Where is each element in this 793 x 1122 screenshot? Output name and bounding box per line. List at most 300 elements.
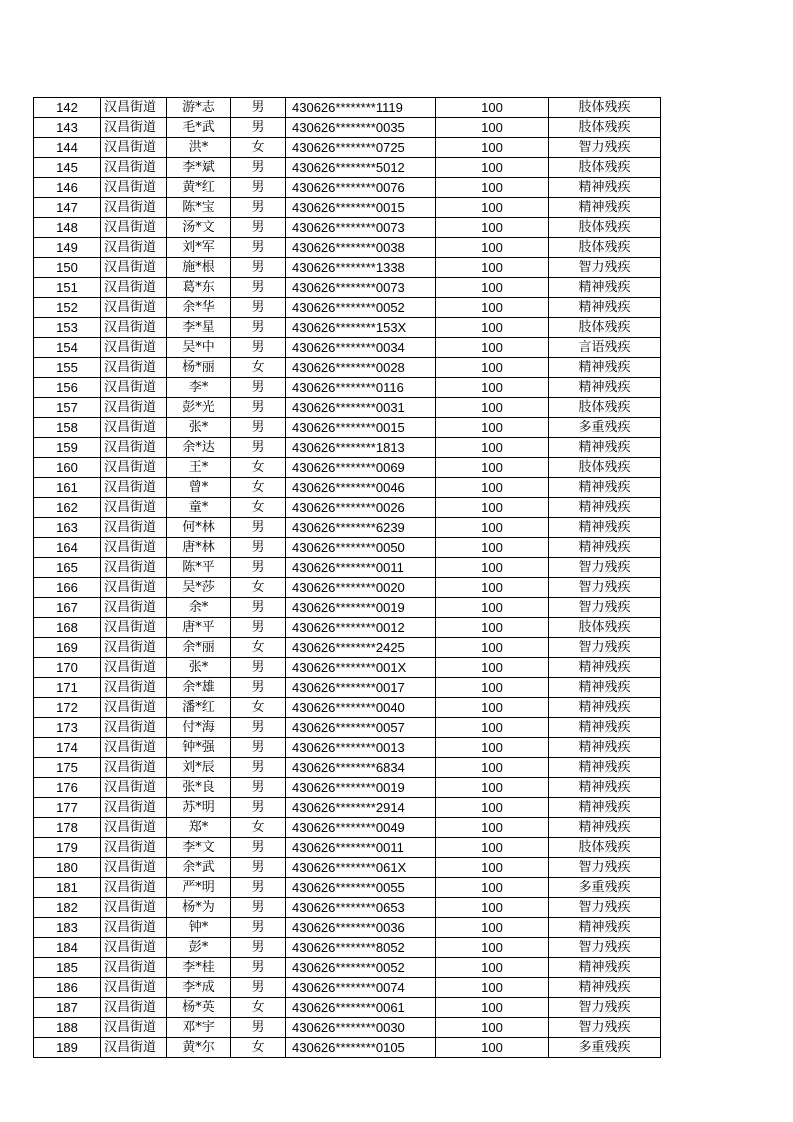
amount-cell: 100 [436, 758, 549, 778]
table-row [34, 598, 661, 618]
name-cell: 杨*英 [167, 998, 231, 1018]
amount-cell: 100 [436, 358, 549, 378]
id-number-cell: 430626********0031 [286, 398, 436, 418]
gender-cell: 女 [231, 638, 286, 658]
id-number-cell: 430626********0049 [286, 818, 436, 838]
amount-cell: 100 [436, 118, 549, 138]
table-row [34, 538, 661, 558]
amount-cell: 100 [436, 238, 549, 258]
amount-cell: 100 [436, 138, 549, 158]
name-cell: 钟*强 [167, 738, 231, 758]
gender-cell: 男 [231, 898, 286, 918]
table-row [34, 578, 661, 598]
street-cell: 汉昌街道 [101, 258, 167, 278]
id-number-cell: 430626********0011 [286, 838, 436, 858]
name-cell: 李*斌 [167, 158, 231, 178]
gender-cell: 男 [231, 758, 286, 778]
amount-cell: 100 [436, 98, 549, 118]
disability-type-cell: 智力残疾 [549, 578, 661, 598]
disability-type-cell: 精神残疾 [549, 918, 661, 938]
disability-type-cell: 肢体残疾 [549, 838, 661, 858]
street-cell: 汉昌街道 [101, 678, 167, 698]
street-cell: 汉昌街道 [101, 738, 167, 758]
id-number-cell: 430626********0012 [286, 618, 436, 638]
street-cell: 汉昌街道 [101, 558, 167, 578]
row-number-cell: 184 [34, 938, 101, 958]
disability-type-cell: 精神残疾 [549, 658, 661, 678]
amount-cell: 100 [436, 838, 549, 858]
id-number-cell: 430626********0036 [286, 918, 436, 938]
table-row [34, 338, 661, 358]
name-cell: 何*林 [167, 518, 231, 538]
name-cell: 李*星 [167, 318, 231, 338]
disability-type-cell: 精神残疾 [549, 278, 661, 298]
gender-cell: 男 [231, 878, 286, 898]
table-row [34, 198, 661, 218]
street-cell: 汉昌街道 [101, 138, 167, 158]
disability-type-cell: 精神残疾 [549, 538, 661, 558]
amount-cell: 100 [436, 1018, 549, 1038]
gender-cell: 男 [231, 238, 286, 258]
street-cell: 汉昌街道 [101, 98, 167, 118]
street-cell: 汉昌街道 [101, 878, 167, 898]
id-number-cell: 430626********0073 [286, 218, 436, 238]
row-number-cell: 156 [34, 378, 101, 398]
table-row [34, 758, 661, 778]
amount-cell: 100 [436, 438, 549, 458]
street-cell: 汉昌街道 [101, 778, 167, 798]
table-row [34, 278, 661, 298]
table-row [34, 218, 661, 238]
table-row [34, 418, 661, 438]
disability-type-cell: 精神残疾 [549, 698, 661, 718]
street-cell: 汉昌街道 [101, 498, 167, 518]
row-number-cell: 149 [34, 238, 101, 258]
street-cell: 汉昌街道 [101, 598, 167, 618]
id-number-cell: 430626********0116 [286, 378, 436, 398]
name-cell: 刘*辰 [167, 758, 231, 778]
name-cell: 张*良 [167, 778, 231, 798]
gender-cell: 男 [231, 778, 286, 798]
gender-cell: 男 [231, 738, 286, 758]
row-number-cell: 171 [34, 678, 101, 698]
table-row [34, 318, 661, 338]
gender-cell: 男 [231, 598, 286, 618]
name-cell: 童* [167, 498, 231, 518]
gender-cell: 男 [231, 118, 286, 138]
id-number-cell: 430626********0046 [286, 478, 436, 498]
name-cell: 李*成 [167, 978, 231, 998]
id-number-cell: 430626********0055 [286, 878, 436, 898]
id-number-cell: 430626********0026 [286, 498, 436, 518]
disability-type-cell: 精神残疾 [549, 298, 661, 318]
amount-cell: 100 [436, 578, 549, 598]
gender-cell: 女 [231, 578, 286, 598]
disability-type-cell: 肢体残疾 [549, 458, 661, 478]
gender-cell: 男 [231, 378, 286, 398]
gender-cell: 男 [231, 658, 286, 678]
id-number-cell: 430626********001X [286, 658, 436, 678]
table-row [34, 998, 661, 1018]
amount-cell: 100 [436, 258, 549, 278]
row-number-cell: 143 [34, 118, 101, 138]
gender-cell: 男 [231, 718, 286, 738]
amount-cell: 100 [436, 538, 549, 558]
amount-cell: 100 [436, 298, 549, 318]
name-cell: 余*华 [167, 298, 231, 318]
id-number-cell: 430626********0017 [286, 678, 436, 698]
amount-cell: 100 [436, 558, 549, 578]
id-number-cell: 430626********1119 [286, 98, 436, 118]
amount-cell: 100 [436, 938, 549, 958]
disability-type-cell: 智力残疾 [549, 858, 661, 878]
disability-type-cell: 精神残疾 [549, 778, 661, 798]
disability-type-cell: 智力残疾 [549, 258, 661, 278]
gender-cell: 男 [231, 1018, 286, 1038]
amount-cell: 100 [436, 958, 549, 978]
name-cell: 李* [167, 378, 231, 398]
gender-cell: 男 [231, 178, 286, 198]
name-cell: 余*达 [167, 438, 231, 458]
amount-cell: 100 [436, 518, 549, 538]
name-cell: 陈*宝 [167, 198, 231, 218]
table-row [34, 838, 661, 858]
id-number-cell: 430626********1338 [286, 258, 436, 278]
gender-cell: 男 [231, 318, 286, 338]
row-number-cell: 157 [34, 398, 101, 418]
id-number-cell: 430626********153X [286, 318, 436, 338]
gender-cell: 男 [231, 538, 286, 558]
row-number-cell: 148 [34, 218, 101, 238]
gender-cell: 男 [231, 918, 286, 938]
name-cell: 彭*光 [167, 398, 231, 418]
street-cell: 汉昌街道 [101, 338, 167, 358]
disability-type-cell: 智力残疾 [549, 558, 661, 578]
name-cell: 彭* [167, 938, 231, 958]
table-row [34, 858, 661, 878]
gender-cell: 男 [231, 158, 286, 178]
name-cell: 杨*为 [167, 898, 231, 918]
amount-cell: 100 [436, 478, 549, 498]
row-number-cell: 176 [34, 778, 101, 798]
gender-cell: 男 [231, 418, 286, 438]
row-number-cell: 147 [34, 198, 101, 218]
street-cell: 汉昌街道 [101, 518, 167, 538]
street-cell: 汉昌街道 [101, 578, 167, 598]
table-row [34, 458, 661, 478]
disability-type-cell: 智力残疾 [549, 998, 661, 1018]
row-number-cell: 186 [34, 978, 101, 998]
row-number-cell: 166 [34, 578, 101, 598]
table-row [34, 98, 661, 118]
row-number-cell: 160 [34, 458, 101, 478]
amount-cell: 100 [436, 818, 549, 838]
table-row [34, 818, 661, 838]
name-cell: 邓*宇 [167, 1018, 231, 1038]
amount-cell: 100 [436, 858, 549, 878]
street-cell: 汉昌街道 [101, 118, 167, 138]
id-number-cell: 430626********0061 [286, 998, 436, 1018]
table-row [34, 358, 661, 378]
amount-cell: 100 [436, 318, 549, 338]
id-number-cell: 430626********0015 [286, 418, 436, 438]
street-cell: 汉昌街道 [101, 358, 167, 378]
row-number-cell: 165 [34, 558, 101, 578]
gender-cell: 女 [231, 998, 286, 1018]
row-number-cell: 169 [34, 638, 101, 658]
gender-cell: 女 [231, 818, 286, 838]
street-cell: 汉昌街道 [101, 298, 167, 318]
table-row [34, 558, 661, 578]
disability-type-cell: 精神残疾 [549, 198, 661, 218]
row-number-cell: 153 [34, 318, 101, 338]
street-cell: 汉昌街道 [101, 998, 167, 1018]
disability-type-cell: 智力残疾 [549, 898, 661, 918]
name-cell: 葛*东 [167, 278, 231, 298]
disability-type-cell: 精神残疾 [549, 498, 661, 518]
amount-cell: 100 [436, 198, 549, 218]
amount-cell: 100 [436, 878, 549, 898]
amount-cell: 100 [436, 978, 549, 998]
row-number-cell: 144 [34, 138, 101, 158]
gender-cell: 男 [231, 838, 286, 858]
disability-type-cell: 精神残疾 [549, 478, 661, 498]
row-number-cell: 178 [34, 818, 101, 838]
amount-cell: 100 [436, 218, 549, 238]
street-cell: 汉昌街道 [101, 958, 167, 978]
amount-cell: 100 [436, 798, 549, 818]
street-cell: 汉昌街道 [101, 198, 167, 218]
table-body [34, 98, 661, 1058]
name-cell: 李*文 [167, 838, 231, 858]
table-row [34, 498, 661, 518]
row-number-cell: 189 [34, 1038, 101, 1058]
street-cell: 汉昌街道 [101, 218, 167, 238]
row-number-cell: 162 [34, 498, 101, 518]
table-row [34, 938, 661, 958]
table-row [34, 238, 661, 258]
name-cell: 张* [167, 418, 231, 438]
gender-cell: 男 [231, 258, 286, 278]
gender-cell: 男 [231, 858, 286, 878]
id-number-cell: 430626********2425 [286, 638, 436, 658]
row-number-cell: 180 [34, 858, 101, 878]
id-number-cell: 430626********6834 [286, 758, 436, 778]
disability-type-cell: 精神残疾 [549, 798, 661, 818]
gender-cell: 男 [231, 978, 286, 998]
amount-cell: 100 [436, 338, 549, 358]
street-cell: 汉昌街道 [101, 638, 167, 658]
name-cell: 李*桂 [167, 958, 231, 978]
id-number-cell: 430626********0052 [286, 958, 436, 978]
amount-cell: 100 [436, 738, 549, 758]
disability-type-cell: 精神残疾 [549, 378, 661, 398]
street-cell: 汉昌街道 [101, 658, 167, 678]
disability-type-cell: 智力残疾 [549, 638, 661, 658]
table-row [34, 978, 661, 998]
row-number-cell: 154 [34, 338, 101, 358]
table-row [34, 638, 661, 658]
name-cell: 刘*军 [167, 238, 231, 258]
name-cell: 毛*武 [167, 118, 231, 138]
name-cell: 陈*平 [167, 558, 231, 578]
row-number-cell: 174 [34, 738, 101, 758]
street-cell: 汉昌街道 [101, 818, 167, 838]
name-cell: 杨*丽 [167, 358, 231, 378]
name-cell: 黄*尔 [167, 1038, 231, 1058]
name-cell: 唐*平 [167, 618, 231, 638]
row-number-cell: 142 [34, 98, 101, 118]
name-cell: 洪* [167, 138, 231, 158]
id-number-cell: 430626********8052 [286, 938, 436, 958]
id-number-cell: 430626********1813 [286, 438, 436, 458]
amount-cell: 100 [436, 1038, 549, 1058]
disability-type-cell: 精神残疾 [549, 718, 661, 738]
table-row [34, 138, 661, 158]
amount-cell: 100 [436, 658, 549, 678]
id-number-cell: 430626********0040 [286, 698, 436, 718]
disability-type-cell: 智力残疾 [549, 598, 661, 618]
id-number-cell: 430626********0069 [286, 458, 436, 478]
name-cell: 曾* [167, 478, 231, 498]
id-number-cell: 430626********0019 [286, 598, 436, 618]
table-row [34, 1038, 661, 1058]
amount-cell: 100 [436, 998, 549, 1018]
name-cell: 钟* [167, 918, 231, 938]
amount-cell: 100 [436, 158, 549, 178]
row-number-cell: 172 [34, 698, 101, 718]
table-row [34, 158, 661, 178]
id-number-cell: 430626********2914 [286, 798, 436, 818]
id-number-cell: 430626********0030 [286, 1018, 436, 1038]
name-cell: 吴*莎 [167, 578, 231, 598]
table-row [34, 518, 661, 538]
gender-cell: 男 [231, 338, 286, 358]
disability-type-cell: 多重残疾 [549, 1038, 661, 1058]
row-number-cell: 164 [34, 538, 101, 558]
street-cell: 汉昌街道 [101, 158, 167, 178]
id-number-cell: 430626********0725 [286, 138, 436, 158]
amount-cell: 100 [436, 498, 549, 518]
gender-cell: 男 [231, 678, 286, 698]
table-row [34, 798, 661, 818]
id-number-cell: 430626********0038 [286, 238, 436, 258]
disability-type-cell: 精神残疾 [549, 438, 661, 458]
id-number-cell: 430626********0050 [286, 538, 436, 558]
table-row [34, 698, 661, 718]
gender-cell: 男 [231, 558, 286, 578]
gender-cell: 女 [231, 138, 286, 158]
id-number-cell: 430626********0057 [286, 718, 436, 738]
row-number-cell: 181 [34, 878, 101, 898]
amount-cell: 100 [436, 418, 549, 438]
row-number-cell: 187 [34, 998, 101, 1018]
table-row [34, 778, 661, 798]
gender-cell: 男 [231, 218, 286, 238]
disability-type-cell: 智力残疾 [549, 938, 661, 958]
street-cell: 汉昌街道 [101, 838, 167, 858]
name-cell: 游*志 [167, 98, 231, 118]
row-number-cell: 188 [34, 1018, 101, 1038]
beneficiary-table [33, 97, 661, 1058]
street-cell: 汉昌街道 [101, 718, 167, 738]
street-cell: 汉昌街道 [101, 418, 167, 438]
table-row [34, 878, 661, 898]
row-number-cell: 159 [34, 438, 101, 458]
amount-cell: 100 [436, 598, 549, 618]
gender-cell: 女 [231, 698, 286, 718]
gender-cell: 男 [231, 298, 286, 318]
street-cell: 汉昌街道 [101, 398, 167, 418]
row-number-cell: 150 [34, 258, 101, 278]
id-number-cell: 430626********0653 [286, 898, 436, 918]
disability-type-cell: 肢体残疾 [549, 398, 661, 418]
table-row [34, 118, 661, 138]
table-row [34, 398, 661, 418]
street-cell: 汉昌街道 [101, 758, 167, 778]
table-row [34, 658, 661, 678]
table-row [34, 958, 661, 978]
name-cell: 潘*红 [167, 698, 231, 718]
disability-type-cell: 精神残疾 [549, 958, 661, 978]
gender-cell: 女 [231, 498, 286, 518]
disability-type-cell: 言语残疾 [549, 338, 661, 358]
table-row [34, 178, 661, 198]
name-cell: 余*丽 [167, 638, 231, 658]
row-number-cell: 183 [34, 918, 101, 938]
id-number-cell: 430626********0034 [286, 338, 436, 358]
row-number-cell: 158 [34, 418, 101, 438]
disability-type-cell: 肢体残疾 [549, 618, 661, 638]
street-cell: 汉昌街道 [101, 918, 167, 938]
street-cell: 汉昌街道 [101, 938, 167, 958]
street-cell: 汉昌街道 [101, 698, 167, 718]
row-number-cell: 168 [34, 618, 101, 638]
gender-cell: 男 [231, 438, 286, 458]
name-cell: 王* [167, 458, 231, 478]
table-row [34, 738, 661, 758]
row-number-cell: 182 [34, 898, 101, 918]
gender-cell: 男 [231, 98, 286, 118]
id-number-cell: 430626********0013 [286, 738, 436, 758]
name-cell: 余* [167, 598, 231, 618]
row-number-cell: 146 [34, 178, 101, 198]
amount-cell: 100 [436, 458, 549, 478]
table-row [34, 718, 661, 738]
gender-cell: 女 [231, 478, 286, 498]
street-cell: 汉昌街道 [101, 618, 167, 638]
amount-cell: 100 [436, 398, 549, 418]
gender-cell: 男 [231, 798, 286, 818]
street-cell: 汉昌街道 [101, 798, 167, 818]
disability-type-cell: 肢体残疾 [549, 218, 661, 238]
street-cell: 汉昌街道 [101, 478, 167, 498]
row-number-cell: 152 [34, 298, 101, 318]
street-cell: 汉昌街道 [101, 898, 167, 918]
amount-cell: 100 [436, 378, 549, 398]
name-cell: 黄*红 [167, 178, 231, 198]
disability-type-cell: 肢体残疾 [549, 238, 661, 258]
table-row [34, 438, 661, 458]
street-cell: 汉昌街道 [101, 438, 167, 458]
id-number-cell: 430626********5012 [286, 158, 436, 178]
disability-type-cell: 精神残疾 [549, 678, 661, 698]
street-cell: 汉昌街道 [101, 538, 167, 558]
row-number-cell: 179 [34, 838, 101, 858]
amount-cell: 100 [436, 778, 549, 798]
table-row [34, 258, 661, 278]
gender-cell: 男 [231, 278, 286, 298]
